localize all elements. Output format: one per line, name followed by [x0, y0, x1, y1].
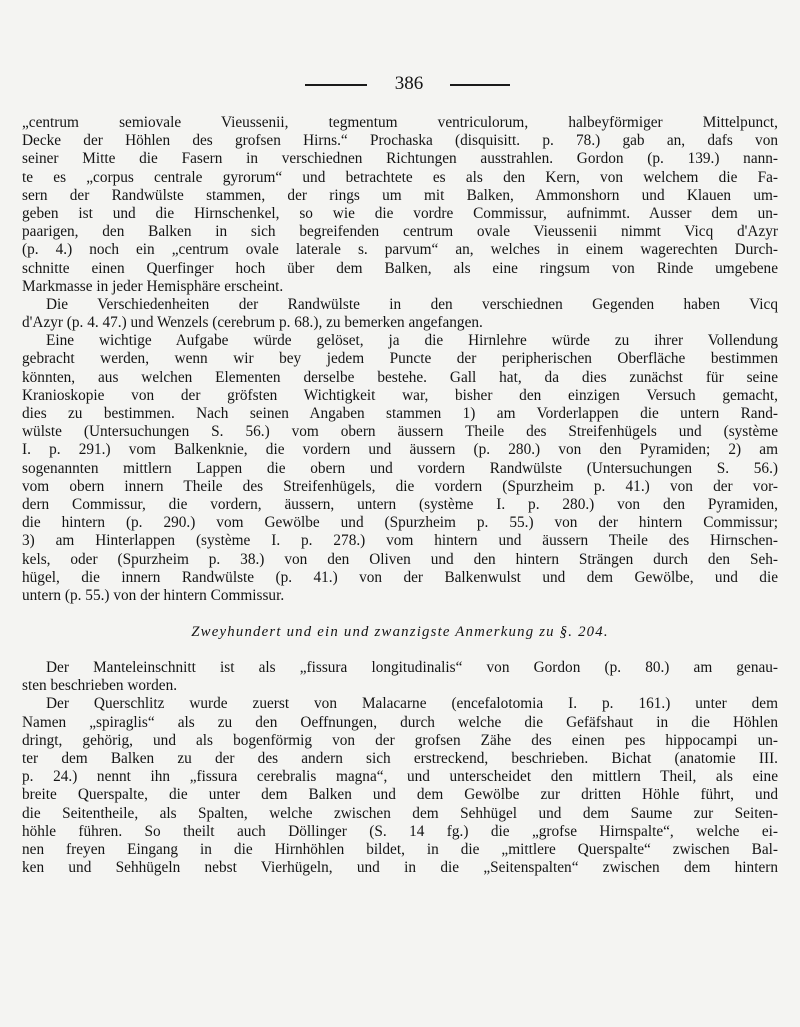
- text-line: I. p. 291.) vom Balkenknie, die vordern und äussern (p. 280.) von den Pyramiden; 2) am: [22, 441, 778, 459]
- section-spacer: [22, 642, 778, 659]
- text-line: ken und Sehhügeln nebst Vierhügeln, und in die „Seitenspalten“ zwischen dem hintern: [22, 859, 778, 877]
- text-line: dern Commissur, die vordern, äussern, untern (système I. p. 280.) von den Pyramiden,: [22, 495, 778, 513]
- page-header: [22, 72, 778, 98]
- text-line: geben ist und die Hirnschenkel, so wie die vordre Commissur, aufnimmt. Ausser dem un-: [22, 204, 778, 222]
- text-line: vom obern innern Theile des Streifenhügels, die vordern (Spurzheim p. 41.) von der vor-: [22, 477, 778, 495]
- text-line: Der Manteleinschnitt ist als „fissura longitudinalis“ von Gordon (p. 80.) am genau-: [46, 659, 778, 677]
- text-line: hügel, die innern Randwülste (p. 41.) von der Balkenwulst und dem Gewölbe, und die: [22, 568, 778, 586]
- text-line: „centrum semiovale Vieussenii, tegmentum ventriculorum, halbeyförmiger Mittelpunct,: [22, 114, 778, 131]
- header-rule-right: [450, 84, 510, 86]
- body-text: [22, 114, 778, 877]
- text-line: 3) am Hinterlappen (système I. p. 278.) vom hintern und äussern Theile des Hirnschen-: [22, 532, 778, 550]
- text-line: ter dem Balken zu der des andern sich erstreckend, beschrieben. Bichat (anatomie III.: [22, 750, 778, 767]
- text-line: paarigen, den Balken in sich begreifenden centrum ovale Vieussenii nimmt Vicq d'Azyr: [22, 223, 778, 241]
- text-line: dies zu bestimmen. Nach seinen Angaben stammen 1) am Vorderlappen die untern Rand-: [22, 405, 778, 422]
- text-line: p. 24.) nennt ihn „fissura cerebralis magna“, und unterscheidet den mittlern Theil, als eine: [22, 768, 778, 786]
- text-line: Der Querschlitz wurde zuerst von Malacarne (encefalotomia I. p. 161.) unter dem: [46, 695, 778, 713]
- text-line: Die Verschiedenheiten der Randwülste in den verschiednen Gegenden haben Vicq: [46, 295, 778, 313]
- header-rule-left: [305, 84, 367, 86]
- book-page: [22, 58, 778, 1008]
- text-line: gebracht werden, wenn wir bey jedem Puncte der peripherischen Oberfläche bestimmen: [22, 350, 778, 368]
- section-spacer: [22, 605, 778, 622]
- text-line: breite Querspalte, die unter dem Balken und dem Gewölbe zur dritten Höhle führt, und: [22, 786, 778, 804]
- text-line: Kranioskopie von der gröfsten Wichtigkeit war, bisher den einzigen Versuch gemacht,: [22, 386, 778, 404]
- text-line: untern (p. 55.) von der hintern Commissur.: [22, 586, 285, 604]
- text-line: Namen „spiraglis“ als zu den Oeffnungen, durch welche die Gefäfshaut in die Höhlen: [22, 713, 778, 731]
- text-line: die hintern (p. 290.) vom Gewölbe und (Spurzheim p. 55.) von der hintern Commissur;: [22, 514, 778, 532]
- section-heading: Zweyhundert und ein und zwanzigste Anmerkung zu §. 204.: [191, 624, 609, 641]
- text-line: schnitte einen Querfinger hoch über dem Balken, als eine ringsum von Rinde umgebene: [22, 259, 778, 277]
- text-line: sten beschrieben worden.: [22, 677, 178, 695]
- text-line: te es „corpus centrale gyrorum“ und betrachtete es als den Kern, von welchem die Fa-: [22, 168, 778, 186]
- text-line: Markmasse in jeder Hemisphäre erscheint.: [22, 277, 284, 295]
- text-line: höhle führen. So theilt auch Döllinger (S. 14 fg.) die „grofse Hirnspalte“, welche ei-: [22, 822, 778, 840]
- text-line: seiner Mitte die Fasern in verschiednen Richtungen ausstrahlen. Gordon (p. 139.) nann-: [22, 150, 778, 168]
- text-line: sogenannten mittlern Lappen die obern und vordern Randwülste (Untersuchungen S. 56.): [22, 459, 778, 477]
- text-line: wülste (Untersuchungen S. 56.) vom obern äussern Theile des Streifenhügels und (système: [22, 423, 778, 441]
- text-line: kels, oder (Spurzheim p. 38.) von den Oliven und den hintern Strängen durch den Seh-: [22, 550, 778, 568]
- text-line: d'Azyr (p. 4. 47.) und Wenzels (cerebrum p. 68.), zu bemerken angefangen.: [22, 314, 483, 332]
- text-line: (p. 4.) noch ein „centrum ovale laterale s. parvum“ an, welches in einem wagerechten Durch-: [22, 241, 778, 259]
- text-line: könnten, aus welchen Elementen derselbe bestehe. Gall hat, da dies zunächst für seine: [22, 368, 778, 386]
- text-line: dringt, gehörig, und als bogenförmig von der grofsen Zähe des einen pes hippocampi un-: [22, 731, 778, 749]
- text-line: die Seitentheile, als Spalten, welche zwischen dem Sehhügel und dem Saume zur Seiten-: [22, 804, 778, 822]
- text-line: Eine wichtige Aufgabe würde gelöset, ja die Hirnlehre würde zu ihrer Vollendung: [46, 332, 778, 350]
- text-line: Decke der Höhlen des grofsen Hirns.“ Prochaska (disquisitt. p. 78.) gab an, dafs von: [22, 132, 778, 150]
- page-number: 386: [394, 73, 424, 94]
- text-line: nen freyen Eingang in die Hirnhöhlen bildet, in die „mittlere Querspalte“ zwischen Bal-: [22, 840, 778, 858]
- text-line: sern der Randwülste stammen, der rings um mit Balken, Ammonshorn und Klauen um-: [22, 186, 778, 204]
